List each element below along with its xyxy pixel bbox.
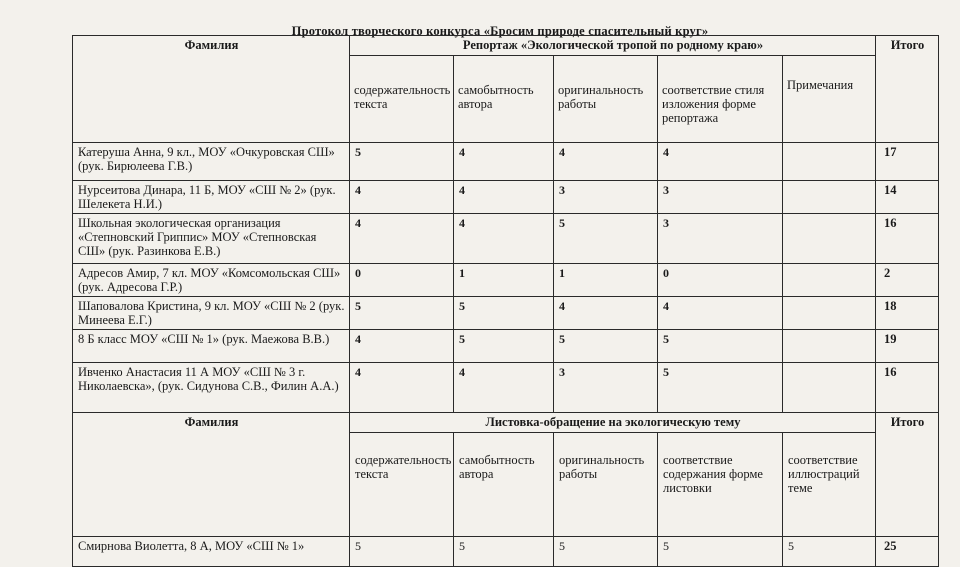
score-cell: 4: [350, 330, 454, 363]
note-cell: [783, 264, 876, 297]
score-cell: 3: [658, 214, 783, 264]
score-cell: 5: [454, 330, 554, 363]
total-cell: 19: [876, 330, 939, 363]
score-cell: 5: [454, 297, 554, 330]
score-cell: 4: [554, 143, 658, 181]
score-cell: 4: [454, 143, 554, 181]
criterion-content: содержательность текста: [350, 56, 454, 143]
score-cell: 5: [658, 363, 783, 413]
section1-title: Репортаж «Экологической тропой по родному краю»: [350, 36, 876, 56]
criterion-style: соответствие стиля изложения форме репортажа: [658, 56, 783, 143]
total-cell: 17: [876, 143, 939, 181]
participant-name: Шаповалова Кристина, 9 кл. МОУ «СШ № 2 (рук. Минеева Е.Г.): [73, 297, 350, 330]
table-row: [73, 330, 939, 363]
score-cell: 4: [658, 297, 783, 330]
score-cell: 5: [350, 537, 454, 567]
total-cell: 25: [876, 537, 939, 567]
note-cell: [783, 330, 876, 363]
participant-name: Смирнова Виолетта, 8 А, МОУ «СШ № 1»: [73, 537, 350, 567]
note-cell: [783, 181, 876, 214]
score-cell: 5: [658, 537, 783, 567]
score-cell: 5: [454, 537, 554, 567]
total-cell: 2: [876, 264, 939, 297]
participant-name: 8 Б класс МОУ «СШ № 1» (рук. Маежова В.В.): [73, 330, 350, 363]
note-cell: [783, 143, 876, 181]
section2-title: Листовка-обращение на экологическую тему: [350, 413, 876, 433]
criterion-illustrations: соответствие иллюстраций теме: [783, 433, 876, 537]
score-cell: 5: [350, 297, 454, 330]
section2-header-row: [73, 413, 939, 433]
note-cell: [783, 214, 876, 264]
criterion-originality-work: оригинальность работы: [554, 433, 658, 537]
criterion-notes: Примечания: [783, 56, 876, 143]
participant-name: Катеруша Анна, 9 кл., МОУ «Очкуровская СШ» (рук. Бирюлеева Г.В.): [73, 143, 350, 181]
total-cell: 16: [876, 214, 939, 264]
score-cell: 5: [658, 330, 783, 363]
criterion-originality-author: самобытность автора: [454, 56, 554, 143]
total-cell: 16: [876, 363, 939, 413]
score-cell: 1: [454, 264, 554, 297]
criterion-leaflet-form: соответствие содержания форме листовки: [658, 433, 783, 537]
section1-col-name: Фамилия: [73, 36, 350, 143]
section2-col-name: Фамилия: [73, 413, 350, 537]
score-cell: 4: [350, 214, 454, 264]
table-row: [73, 297, 939, 330]
score-cell: 4: [454, 214, 554, 264]
score-cell: 4: [658, 143, 783, 181]
total-cell: 14: [876, 181, 939, 214]
table-row: [73, 214, 939, 264]
protocol-table: [72, 35, 939, 567]
score-cell: 3: [554, 363, 658, 413]
criterion-originality-work: оригинальность работы: [554, 56, 658, 143]
score-cell: 1: [554, 264, 658, 297]
score-cell: 0: [658, 264, 783, 297]
score-cell: 5: [783, 537, 876, 567]
criterion-content: содержательность текста: [350, 433, 454, 537]
table-row: [73, 143, 939, 181]
score-cell: 4: [454, 363, 554, 413]
table-row: [73, 181, 939, 214]
table-row: [73, 363, 939, 413]
participant-name: Ивченко Анастасия 11 А МОУ «СШ № 3 г. Николаевска», (рук. Сидунова С.В., Филин А.А.): [73, 363, 350, 413]
score-cell: 5: [554, 330, 658, 363]
score-cell: 5: [350, 143, 454, 181]
score-cell: 5: [554, 214, 658, 264]
table-row: [73, 537, 939, 567]
score-cell: 4: [454, 181, 554, 214]
section1-header-row: [73, 36, 939, 56]
section2-col-total: Итого: [876, 413, 939, 537]
participant-name: Нурсеитова Динара, 11 Б, МОУ «СШ № 2» (рук. Шелекета Н.И.): [73, 181, 350, 214]
criterion-originality-author: самобытность автора: [454, 433, 554, 537]
score-cell: 5: [554, 537, 658, 567]
total-cell: 18: [876, 297, 939, 330]
score-cell: 4: [350, 363, 454, 413]
participant-name: Школьная экологическая организация «Степновский Гриппис» МОУ «Степновская СШ» (рук. Разинкова Е.В.): [73, 214, 350, 264]
score-cell: 3: [554, 181, 658, 214]
document-title: Протокол творческого конкурса «Бросим природе спасительный круг»: [291, 24, 709, 38]
participant-name: Адресов Амир, 7 кл. МОУ «Комсомольская СШ» (рук. Адресова Г.Р.): [73, 264, 350, 297]
note-cell: [783, 363, 876, 413]
section1-col-total: Итого: [876, 36, 939, 143]
table-row: [73, 264, 939, 297]
note-cell: [783, 297, 876, 330]
score-cell: 0: [350, 264, 454, 297]
score-cell: 3: [658, 181, 783, 214]
score-cell: 4: [554, 297, 658, 330]
score-cell: 4: [350, 181, 454, 214]
